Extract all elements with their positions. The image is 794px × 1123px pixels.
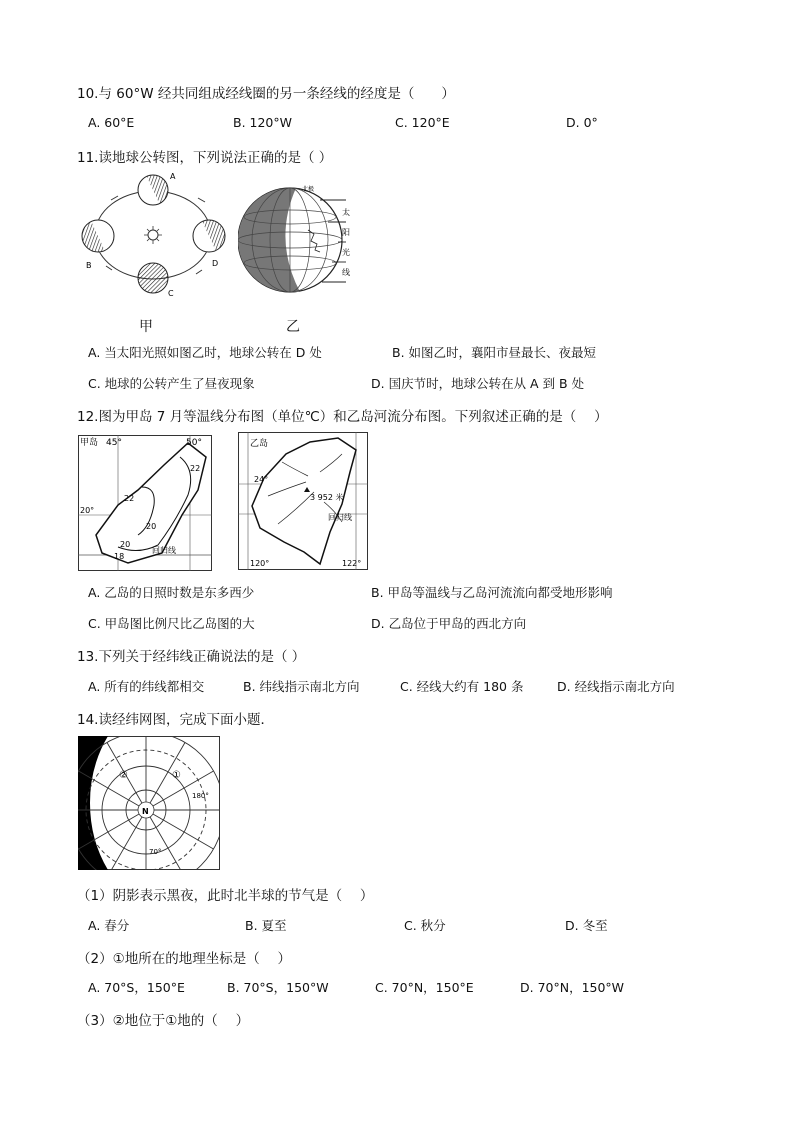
earth-position-c bbox=[138, 263, 168, 293]
q14-sub2-stem: （2）①地所在的地理坐标是（ ） bbox=[77, 951, 291, 967]
q14-stem: 14.读经纬网图，完成下面小题． bbox=[77, 712, 274, 728]
longitude-180-label: 180° bbox=[192, 792, 209, 800]
q10-option-c[interactable]: C. 120°E bbox=[395, 115, 450, 130]
q10-option-a[interactable]: A. 60°E bbox=[88, 115, 135, 130]
map-jia-lon-50: 50° bbox=[186, 438, 202, 448]
q13-option-a[interactable]: A. 所有的纬线都相交 bbox=[88, 679, 205, 694]
map-yi-tropic-label: 回归线 bbox=[328, 513, 352, 522]
earth-position-d bbox=[193, 215, 230, 252]
earth-position-a bbox=[138, 170, 173, 205]
q12-option-b[interactable]: B. 甲岛等温线与乙岛河流流向都受地形影响 bbox=[371, 585, 613, 600]
figure-caption-yi: 乙 bbox=[286, 319, 300, 335]
q12-option-d[interactable]: D. 乙岛位于甲岛的西北方向 bbox=[371, 616, 527, 631]
map-yi-lon-120: 120° bbox=[250, 559, 270, 568]
map-jia-lon-45: 45° bbox=[106, 438, 122, 448]
q14-sub1-option-a[interactable]: A. 春分 bbox=[88, 918, 130, 933]
q14-sub1-stem: （1）阴影表示黑夜，此时北半球的节气是（ ） bbox=[77, 888, 374, 904]
q10-option-d[interactable]: D. 0° bbox=[566, 115, 598, 130]
earth-position-b bbox=[78, 220, 114, 257]
isotherm-label-18: 18 bbox=[114, 552, 125, 561]
q13-stem: 13.下列关于经纬线正确说法的是（ ） bbox=[77, 649, 306, 665]
isotherm-label-22-b: 22 bbox=[124, 494, 135, 503]
point-2-marker: ② bbox=[119, 770, 128, 781]
q13-option-d[interactable]: D. 经线指示南北方向 bbox=[557, 679, 675, 694]
q14-sub1-option-c[interactable]: C. 秋分 bbox=[404, 918, 446, 933]
isotherm-label-20-b: 20 bbox=[120, 540, 131, 549]
q10-option-b[interactable]: B. 120°W bbox=[233, 115, 292, 130]
q10-stem: 10.与 60°W 经共同组成经线圈的另一条经线的经度是（ ） bbox=[77, 86, 455, 102]
label-a: A bbox=[170, 172, 176, 181]
label-d: D bbox=[212, 259, 219, 268]
q14-sub2-option-d[interactable]: D. 70°N，150°W bbox=[520, 980, 625, 995]
map-yi-lon-122: 122° bbox=[342, 559, 362, 568]
q11-option-a[interactable]: A. 当太阳光照如图乙时，地球公转在 D 处 bbox=[88, 345, 322, 360]
label-b: B bbox=[86, 261, 92, 270]
q13-option-b[interactable]: B. 纬线指示南北方向 bbox=[243, 679, 360, 694]
north-pole-label: 北极 bbox=[302, 186, 315, 193]
q12-option-a[interactable]: A. 乙岛的日照时数是东多西少 bbox=[88, 585, 255, 600]
point-1-marker: ① bbox=[172, 770, 181, 781]
earth-orbit-figure bbox=[78, 170, 238, 300]
q14-sub2-option-c[interactable]: C. 70°N，150°E bbox=[375, 980, 474, 995]
q14-sub1-option-d[interactable]: D. 冬至 bbox=[565, 918, 608, 933]
q11-stem: 11.读地球公转图，下列说法正确的是（ ） bbox=[77, 150, 333, 166]
q14-sub2-option-b[interactable]: B. 70°S，150°W bbox=[227, 980, 329, 995]
map-jia-title: 甲岛 bbox=[80, 438, 99, 448]
q11-option-d[interactable]: D. 国庆节时，地球公转在从 A 到 B 处 bbox=[371, 376, 585, 391]
island-jia-isotherm-map bbox=[78, 435, 212, 571]
q13-option-c[interactable]: C. 经线大约有 180 条 bbox=[400, 679, 524, 694]
q14-sub1-option-b[interactable]: B. 夏至 bbox=[245, 918, 287, 933]
earth-illumination-figure bbox=[238, 182, 363, 300]
q11-option-c[interactable]: C. 地球的公转产生了昼夜现象 bbox=[88, 376, 255, 391]
q12-option-c[interactable]: C. 甲岛图比例尺比乙岛图的大 bbox=[88, 616, 255, 631]
latitude-70-label: 70° bbox=[149, 848, 162, 856]
sunlight-label-1: 太 bbox=[342, 208, 350, 217]
sunlight-label-3: 光 bbox=[342, 248, 350, 257]
map-jia-tropic-label: 回归线 bbox=[152, 546, 176, 555]
q11-option-b[interactable]: B. 如图乙时，襄阳市昼最长、夜最短 bbox=[392, 345, 597, 360]
sunlight-label-2: 阳 bbox=[342, 228, 350, 237]
island-yi-river-map bbox=[238, 432, 368, 570]
figure-caption-jia: 甲 bbox=[139, 319, 153, 335]
q14-sub3-stem: （3）②地位于①地的（ ） bbox=[77, 1013, 250, 1029]
north-pole-n-label: N bbox=[142, 807, 149, 816]
map-yi-title: 乙岛 bbox=[250, 439, 269, 449]
orbit-arrows bbox=[106, 196, 205, 274]
sun-icon bbox=[144, 226, 162, 244]
peak-elevation-label: 3 952 米 bbox=[310, 493, 344, 502]
sunlight-label-4: 线 bbox=[342, 268, 350, 277]
q14-sub2-option-a[interactable]: A. 70°S，150°E bbox=[88, 980, 185, 995]
q12-stem: 12.图为甲岛 7 月等温线分布图（单位℃）和乙岛河流分布图。下列叙述正确的是（ ） bbox=[77, 409, 608, 425]
map-yi-lat-24: 24° bbox=[254, 475, 269, 484]
isotherm-label-22-a: 22 bbox=[190, 464, 201, 473]
isotherm-label-20-a: 20 bbox=[146, 522, 157, 531]
polar-graticule-figure bbox=[78, 736, 220, 870]
map-jia-lat-20: 20° bbox=[80, 506, 95, 515]
label-c: C bbox=[168, 289, 174, 298]
